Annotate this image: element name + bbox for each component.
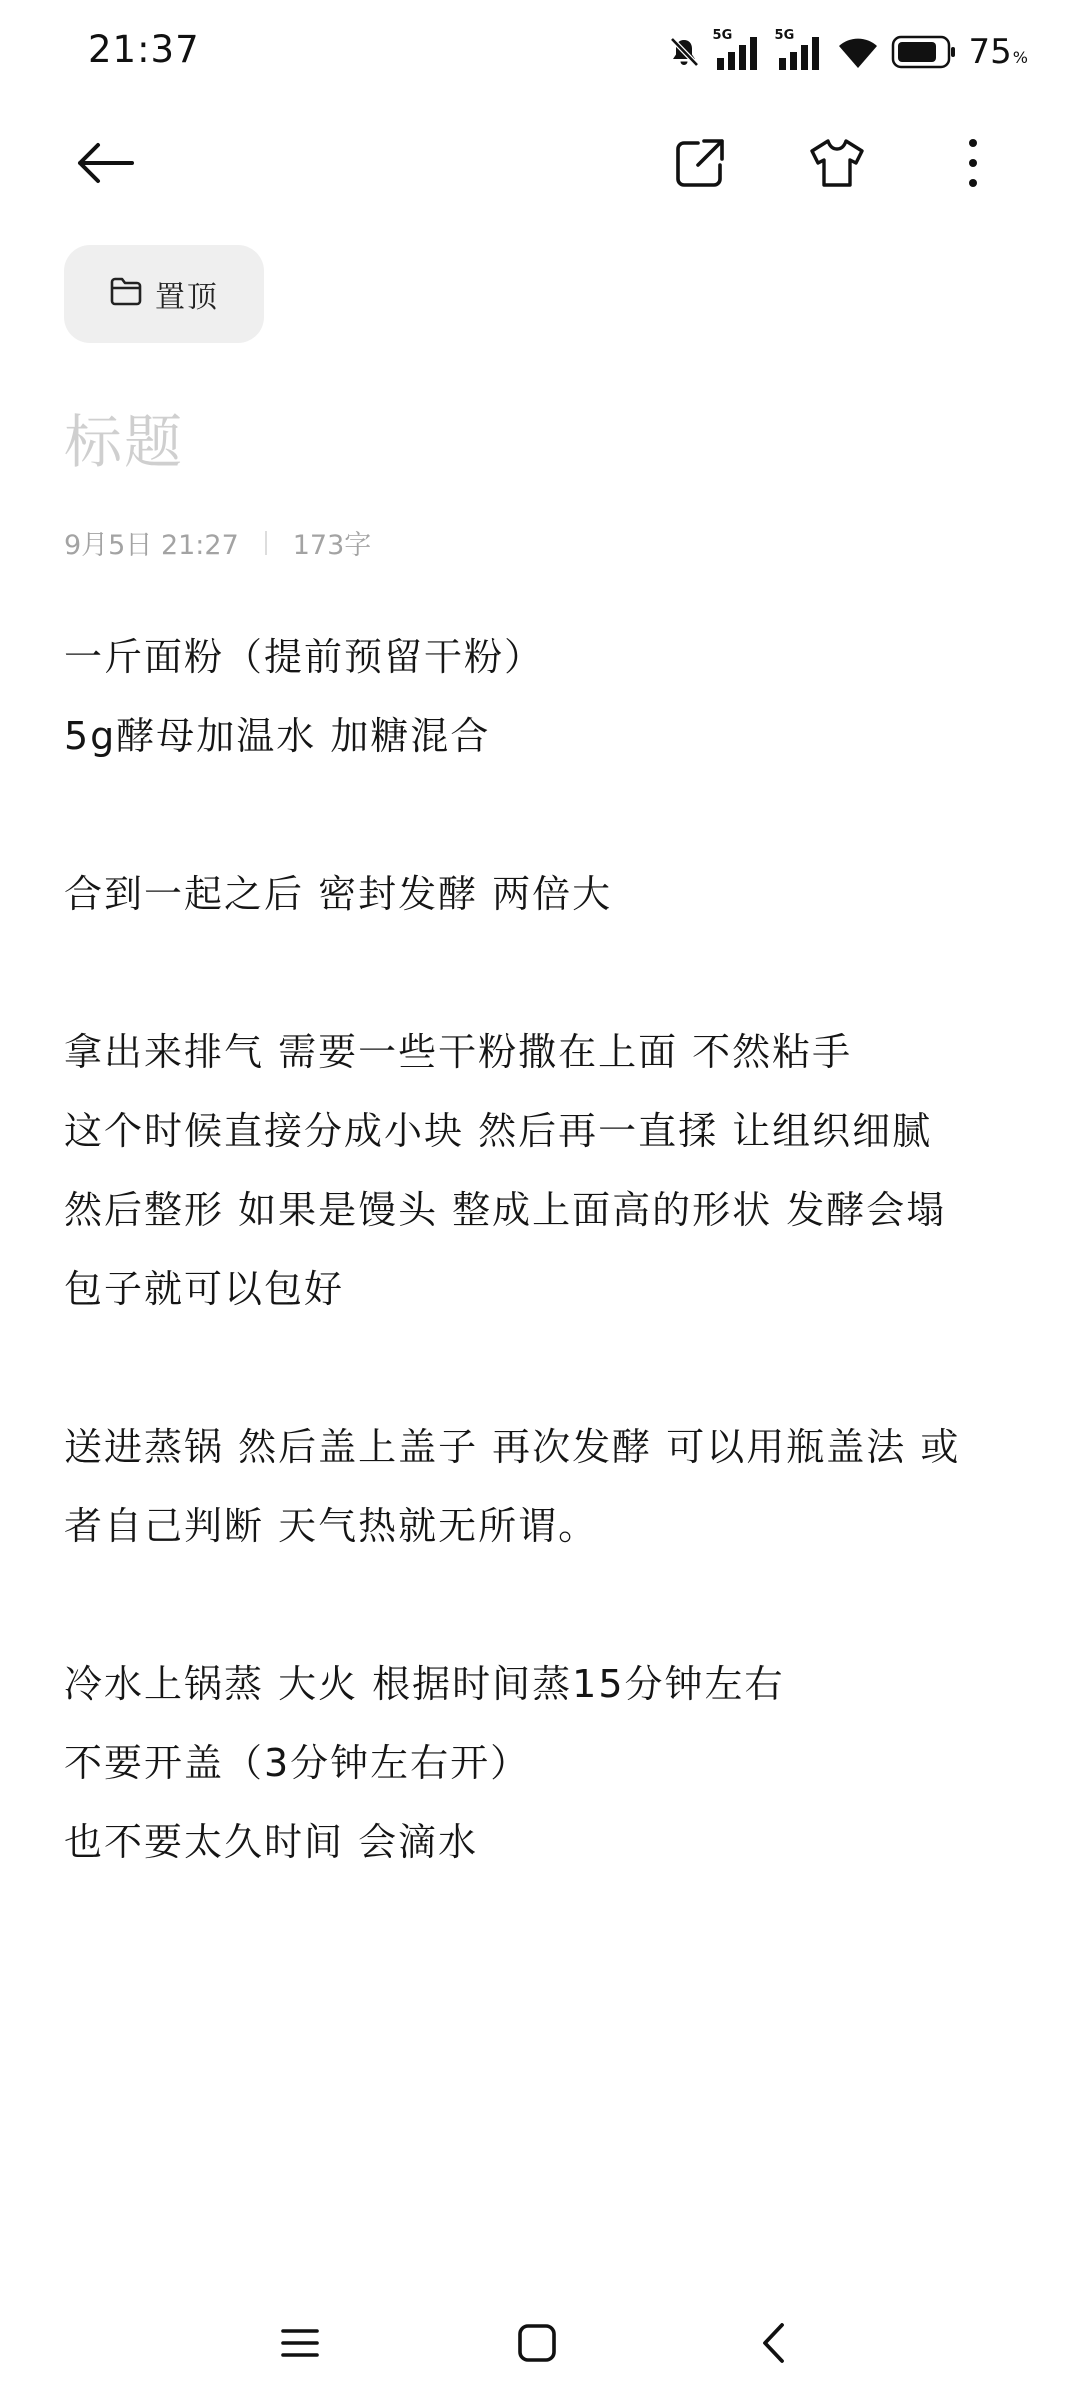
more-button[interactable] xyxy=(928,120,1018,210)
note-line: 然后整形 如果是馒头 整成上面高的形状 发酵会塌 xyxy=(64,1188,947,1232)
note-line: 送进蒸锅 然后盖上盖子 再次发酵 可以用瓶盖法 或 xyxy=(64,1425,961,1469)
more-vertical-icon xyxy=(967,137,979,193)
theme-button[interactable] xyxy=(792,120,882,210)
note-line: 也不要太久时间 会滴水 xyxy=(64,1820,479,1864)
note-toolbar xyxy=(0,115,1080,215)
note-line xyxy=(64,1329,1024,1408)
share-button[interactable] xyxy=(655,120,745,210)
home-square-icon xyxy=(517,2323,557,2367)
note-line xyxy=(64,934,1024,1013)
signal-icon: 5G xyxy=(775,32,825,72)
note-line: 合到一起之后 密封发酵 两倍大 xyxy=(64,872,613,916)
share-icon xyxy=(674,137,726,193)
menu-icon xyxy=(280,2326,320,2364)
note-line: 一斤面粉（提前预留干粉） xyxy=(64,635,545,679)
note-line: 冷水上锅蒸 大火 根据时间蒸15分钟左右 xyxy=(64,1662,785,1706)
note-line: 这个时候直接分成小块 然后再一直揉 让组织细腻 xyxy=(64,1109,933,1153)
home-button[interactable] xyxy=(482,2290,592,2400)
note-line: 包子就可以包好 xyxy=(64,1267,345,1311)
pin-chip-label: 置顶 xyxy=(155,280,219,315)
note-line: 拿出来排气 需要一些干粉撒在上面 不然粘手 xyxy=(64,1030,853,1074)
folder-icon xyxy=(109,277,143,311)
system-back-button[interactable] xyxy=(718,2290,828,2400)
note-line: 5g酵母加温水 加糖混合 xyxy=(64,714,491,758)
status-icons xyxy=(667,30,1028,74)
note-line xyxy=(64,776,1024,855)
shirt-skin-icon xyxy=(808,137,866,193)
pin-chip[interactable] xyxy=(64,245,264,343)
note-line xyxy=(64,1566,1024,1645)
system-nav-bar xyxy=(0,2290,1080,2400)
back-button[interactable] xyxy=(60,120,150,210)
recents-button[interactable] xyxy=(245,2290,355,2400)
signal-icon: 5G xyxy=(713,32,763,72)
back-arrow-icon xyxy=(74,141,136,189)
mute-bell-icon xyxy=(667,35,701,69)
meta-divider xyxy=(265,531,267,555)
status-bar xyxy=(0,0,1080,100)
back-chevron-icon xyxy=(760,2322,786,2368)
note-line: 不要开盖（3分钟左右开） xyxy=(64,1741,531,1785)
wifi-icon xyxy=(837,34,879,70)
note-char-count: 173字 xyxy=(292,530,372,561)
battery-icon xyxy=(891,34,957,70)
note-line: 者自己判断 天气热就无所谓。 xyxy=(64,1504,599,1548)
note-body[interactable] xyxy=(64,618,1024,1882)
battery-level: 75 % xyxy=(968,32,1028,72)
note-date: 9月5日 21:27 xyxy=(64,530,239,561)
note-title-input[interactable]: 标题 xyxy=(64,408,185,476)
status-time: 21:37 xyxy=(88,28,200,71)
note-meta xyxy=(64,523,371,562)
